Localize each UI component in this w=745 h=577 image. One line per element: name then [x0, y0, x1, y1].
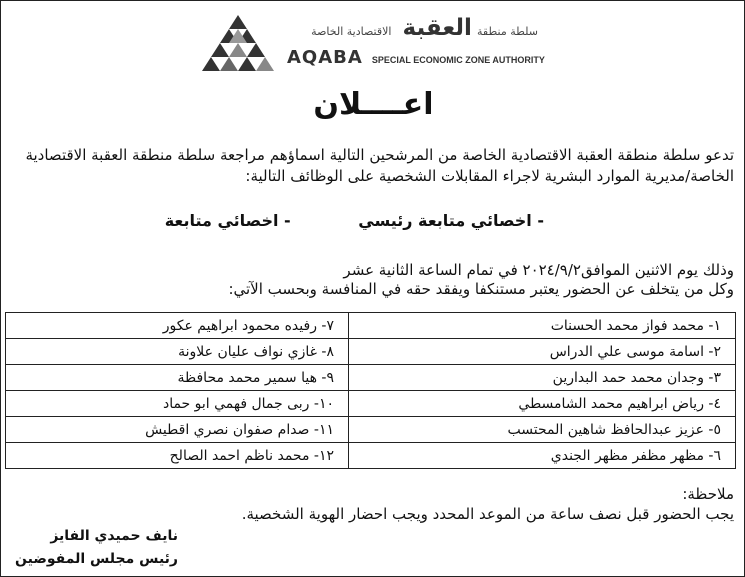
candidate-cell: ٥- عزيز عبدالحافظ شاهين المحتسب	[349, 417, 736, 443]
positions-list	[165, 211, 544, 230]
logo-arabic-name	[311, 15, 538, 41]
schedule-block	[9, 261, 734, 299]
candidate-cell: ٦- مظهر مظفر مظهر الجندي	[349, 443, 736, 469]
table-row	[6, 417, 736, 443]
date-line: وذلك يوم الاثنين الموافق٢٠٢٤/٩/٢ في تمام الساعة الثانية عشر	[343, 261, 734, 279]
table-row	[6, 339, 736, 365]
signature-block	[15, 525, 178, 571]
position-item: - اخصائي متابعة	[164, 211, 291, 230]
logo-en-sub: SPECIAL ECONOMIC ZONE AUTHORITY	[371, 55, 545, 65]
notes-block	[9, 484, 734, 524]
aqaba-logo-header	[201, 13, 546, 73]
signatory-role: رئيس مجلس المفوضين	[15, 551, 178, 567]
candidate-cell: ٣- وجدان محمد حمد البدارين	[349, 365, 736, 391]
logo-ar-authority: سلطة منطقة	[477, 25, 538, 38]
candidates-table	[5, 312, 736, 469]
logo-ar-main: العقبة	[402, 15, 472, 41]
notes-label: ملاحظة:	[682, 485, 734, 503]
intro-paragraph: تدعو سلطة منطقة العقبة الاقتصادية الخاصة من المرشحين التالية اسماؤهم مراجعة سلطة منطقة العقبة الاقتصادية الخاصة/مديرية الموارد البشرية لاجراء المقابلات الشخصية على الوظائف التالية:	[25, 146, 734, 185]
announcement-title: اعــــلان	[313, 87, 434, 122]
candidate-cell: ١٢- محمد ناظم احمد الصالح	[6, 443, 349, 469]
aqaba-logo-icon	[201, 13, 275, 75]
logo-en-main: AQABA	[287, 47, 363, 68]
candidate-cell: ١٠- ربى جمال فهمي ابو حماد	[6, 391, 349, 417]
table-row	[6, 365, 736, 391]
position-item: - اخصائي متابعة رئيسي	[358, 211, 544, 230]
candidate-cell: ٢- اسامة موسى علي الدراس	[349, 339, 736, 365]
candidate-cell: ١١- صدام صفوان نصري اقطيش	[6, 417, 349, 443]
table-row	[6, 443, 736, 469]
candidate-cell: ٨- غازي نواف عليان علاونة	[6, 339, 349, 365]
candidate-cell: ٧- رفيده محمود ابراهيم عكور	[6, 313, 349, 339]
table-row	[6, 313, 736, 339]
logo-english-name	[287, 47, 545, 68]
logo-ar-tag: الاقتصادية الخاصة	[311, 25, 392, 38]
notes-text: يجب الحضور قبل نصف ساعة من الموعد المحدد ويجب احضار الهوية الشخصية.	[241, 505, 734, 523]
candidate-cell: ٩- هيا سمير محمد محافظة	[6, 365, 349, 391]
table-row	[6, 391, 736, 417]
candidate-cell: ٤- رياض ابراهيم محمد الشامسطي	[349, 391, 736, 417]
candidate-cell: ١- محمد فواز محمد الحسنات	[349, 313, 736, 339]
signatory-name: نايف حميدي الفايز	[50, 528, 178, 544]
absence-line: وكل من يتخلف عن الحضور يعتبر مستنكفا ويفقد حقه في المنافسة وبحسب الآتي:	[228, 280, 734, 298]
